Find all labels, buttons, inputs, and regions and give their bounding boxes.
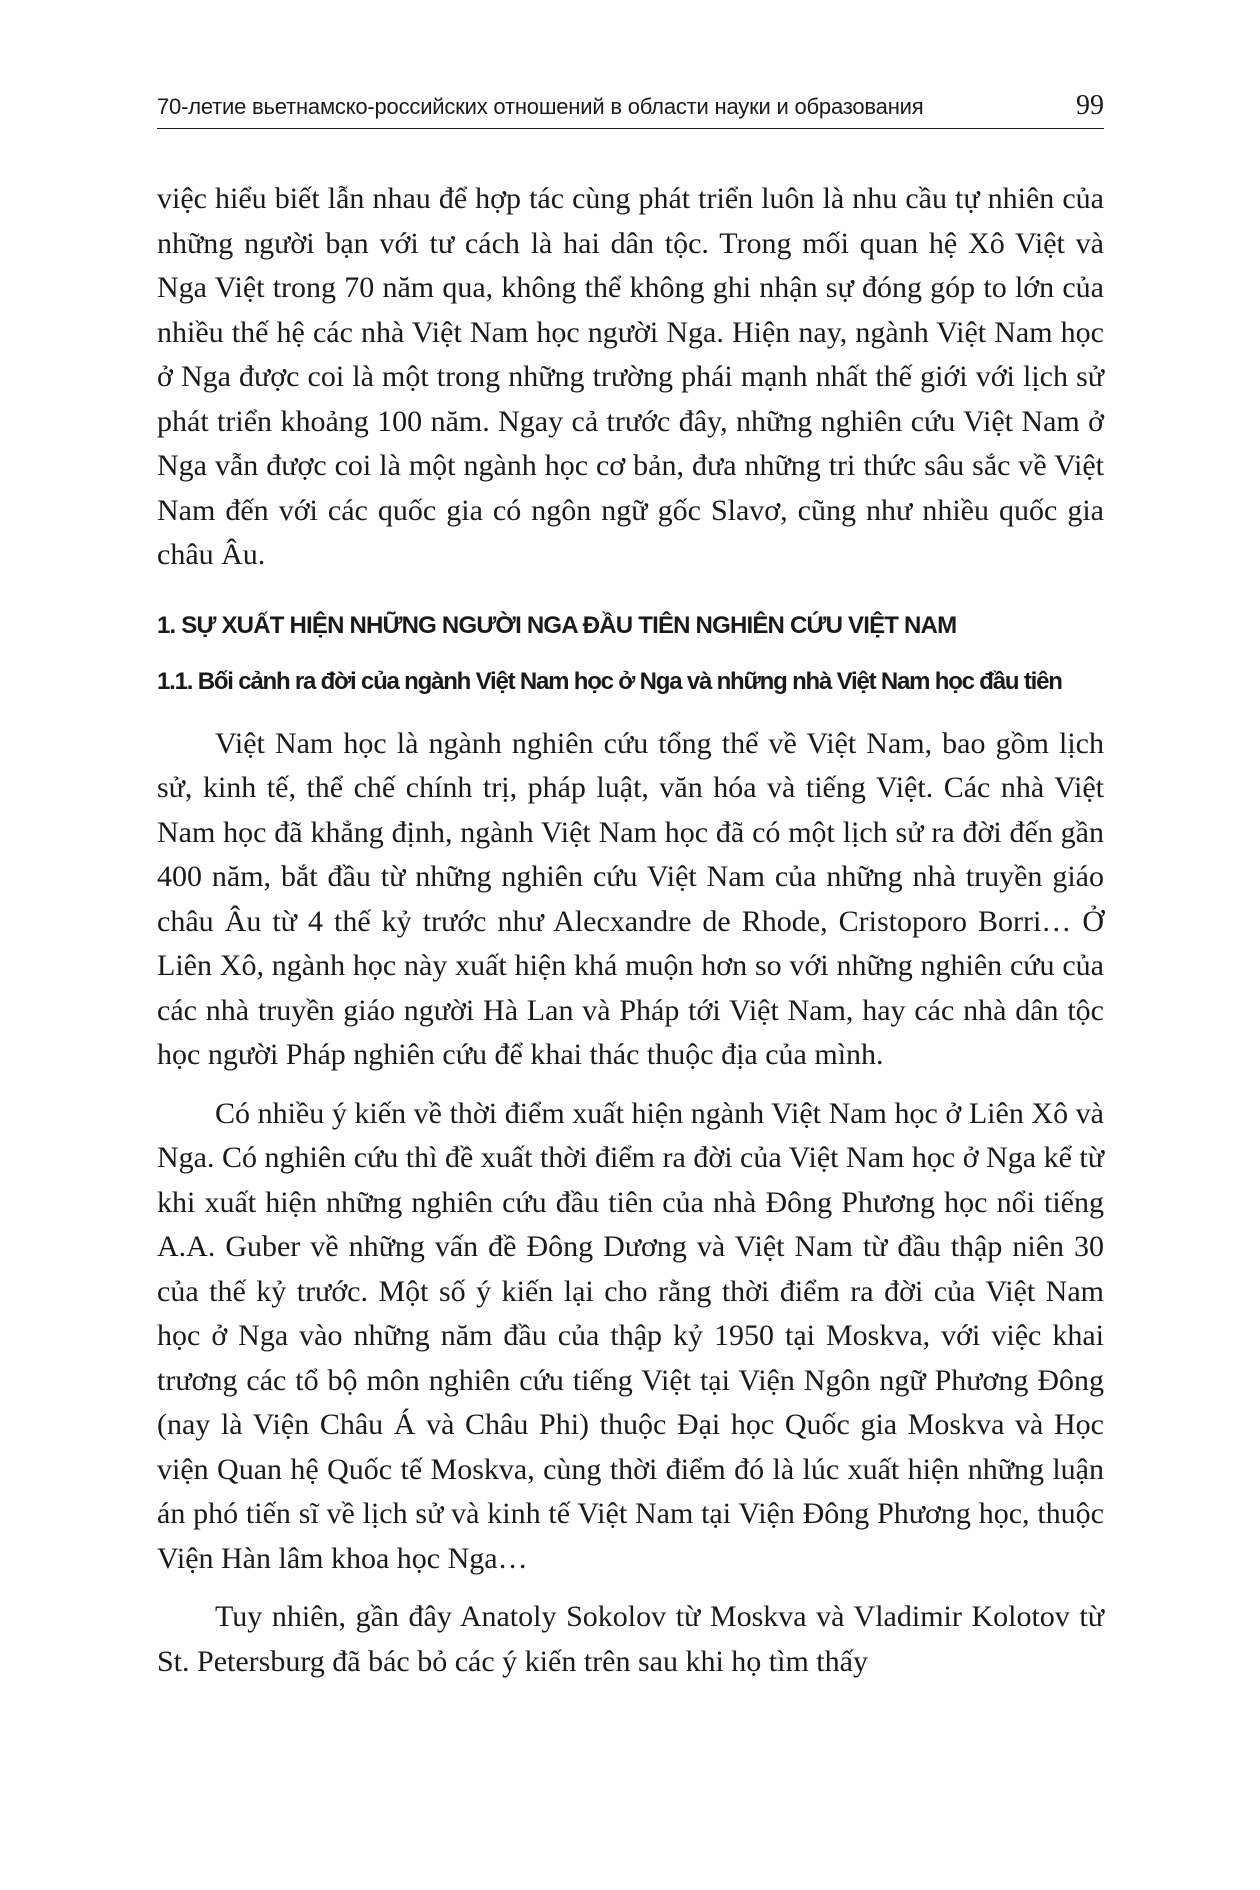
paragraph-3: Có nhiều ý kiến về thời điểm xuất hiện ngành Việt Nam học ở Liên Xô và Nga. Có nghiên cứu thì đề xuất thời điểm ra đời của Việt Nam học ở Nga kể từ khi xuất hiện những nghiên cứu đầu tiên của nhà Đông Phương học nổi tiếng A.A. Guber về những vấn đề Đông Dương và Việt Nam từ đầu thập niên 30 của thế kỷ trước. Một số ý kiến lại cho rằng thời điểm ra đời của Việt Nam học ở Nga vào những năm đầu của thập kỷ 1950 tại Moskva, với việc khai trương các tổ bộ môn nghiên cứu tiếng Việt tại Viện Ngôn ngữ Phương Đông (nay là Viện Châu Á và Châu Phi) thuộc Đại học Quốc gia Moskva và Học viện Quan hệ Quốc tế Moskva, cùng thời điểm đó là lúc xuất hiện những luận án phó tiến sĩ về lịch sử và kinh tế Việt Nam tại Viện Đông Phương học, thuộc Viện Hàn lâm khoa học Nga…: [157, 1096, 1104, 1575]
page-number: 99: [1076, 90, 1104, 121]
running-header: [157, 92, 1104, 129]
paragraph-1: việc hiểu biết lẫn nhau để hợp tác cùng phát triển luôn là nhu cầu tự nhiên của những người bạn với tư cách là hai dân tộc. Trong mối quan hệ Xô Việt và Nga Việt trong 70 năm qua, không thể không ghi nhận sự đóng góp to lớn của nhiều thế hệ các nhà Việt Nam học người Nga. Hiện nay, ngành Việt Nam học ở Nga được coi là một trong những trường phái mạnh nhất thế giới với lịch sử phát triển khoảng 100 năm. Ngay cả trước đây, những nghiên cứu Việt Nam ở Nga vẫn được coi là một ngành học cơ bản, đưa những tri thức sâu sắc về Việt Nam đến với các quốc gia có ngôn ngữ gốc Slavơ, cũng như nhiều quốc gia châu Âu.: [157, 182, 1104, 571]
book-page: [157, 92, 1104, 1684]
running-title: 70-летие вьетнамско-российских отношений в области науки и образования: [157, 94, 924, 119]
subsection-heading: 1.1. Bối cảnh ra đời của ngành Việt Nam học ở Nga và những nhà Việt Nam học đầu tiên: [157, 667, 1062, 695]
paragraph-2: Việt Nam học là ngành nghiên cứu tổng thể về Việt Nam, bao gồm lịch sử, kinh tế, thể chế chính trị, pháp luật, văn hóa và tiếng Việt. Các nhà Việt Nam học đã khẳng định, ngành Việt Nam học đã có một lịch sử ra đời đến gần 400 năm, bắt đầu từ những nghiên cứu Việt Nam của những nhà truyền giáo châu Âu từ 4 thế kỷ trước như Alecxandre de Rhode, Cristoporo Borri… Ở Liên Xô, ngành học này xuất hiện khá muộn hơn so với những nghiên cứu của các nhà truyền giáo người Hà Lan và Pháp tới Việt Nam, hay các nhà dân tộc học người Pháp nghiên cứu để khai thác thuộc địa của mình.: [157, 726, 1104, 1071]
paragraph-4: Tuy nhiên, gần đây Anatoly Sokolov từ Moskva và Vladimir Kolotov từ St. Petersburg đã bác bỏ các ý kiến trên sau khi họ tìm thấy: [157, 1600, 1104, 1678]
section-heading: 1. SỰ XUẤT HIỆN NHỮNG NGƯỜI NGA ĐẦU TIÊN NGHIÊN CỨU VIỆT NAM: [157, 611, 957, 639]
